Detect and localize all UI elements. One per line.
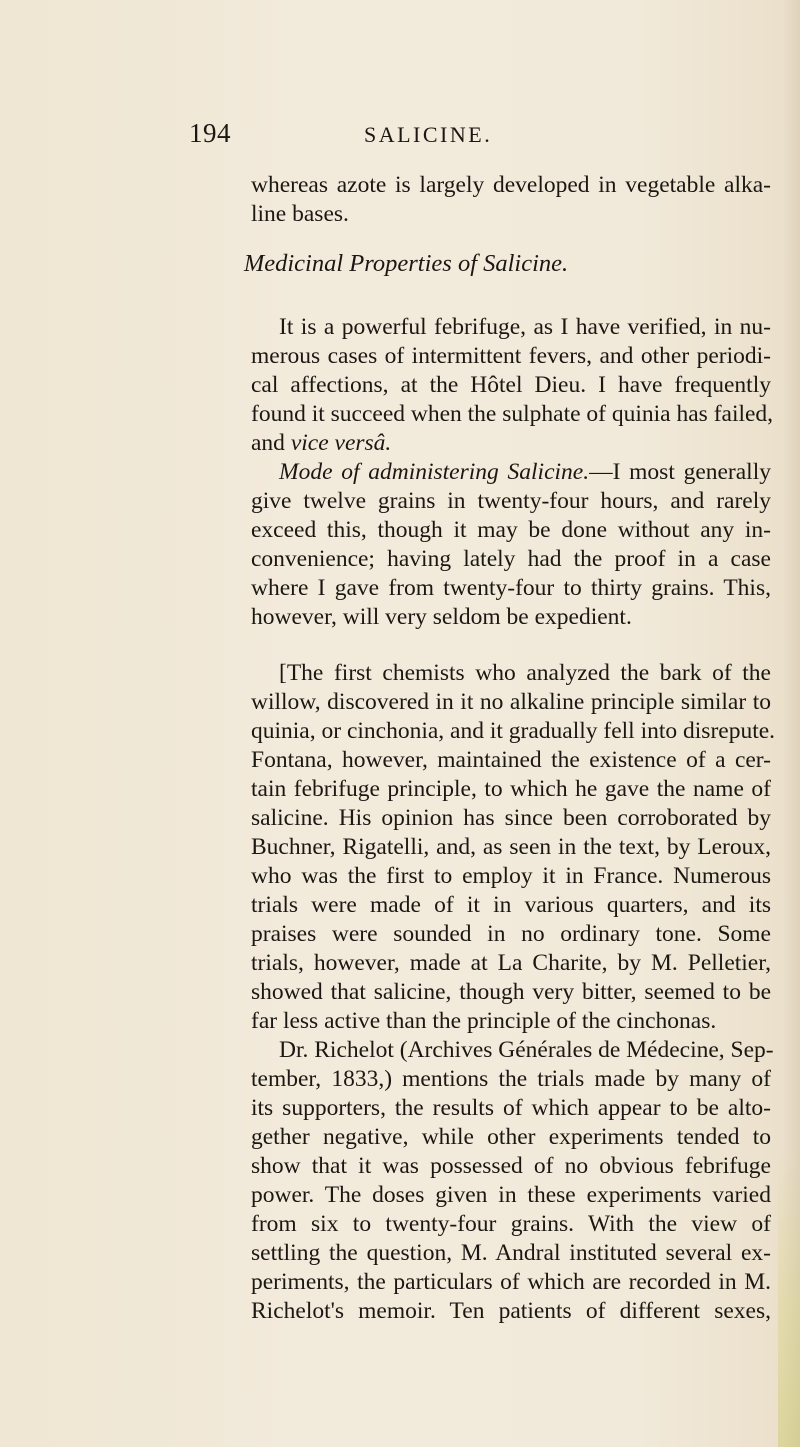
- heading-part: Medicinal Properties: [243, 250, 452, 277]
- heading-part: of: [457, 250, 477, 277]
- text-line: line bases.: [251, 201, 349, 227]
- text-line: cal affections, at the Hôtel Dieu. I have frequently: [251, 372, 771, 398]
- text-line: found it succeed when the sulphate of quinia has failed,: [251, 401, 774, 427]
- text-line: quinia, or cinchonia, and it gradually fell into disrepute.: [251, 718, 776, 744]
- page-number: 194: [189, 118, 231, 148]
- text-line: trials were made of it in various quarters, and its: [251, 892, 771, 918]
- text-line: give twelve grains in twenty-four hours, and rarely: [251, 488, 771, 514]
- text-line: tain febrifuge principle, to which he gave the name of: [251, 776, 771, 802]
- text-line: salicine. His opinion has since been corroborated by: [251, 805, 771, 831]
- text-fragment: —I most generally: [589, 459, 771, 485]
- text-line: willow, discovered in it no alkaline principle similar to: [251, 689, 771, 715]
- text-line: gether negative, while other experiments tended to: [251, 1124, 771, 1150]
- text-line: far less active than the principle of the cinchonas.: [251, 1008, 717, 1034]
- running-head: [0, 118, 800, 152]
- text-line: [251, 429, 771, 458]
- text-fragment-italic: vice versâ.: [290, 430, 392, 456]
- text-line: convenience; having lately had the proof in a case: [251, 546, 771, 572]
- running-title: SALICINE.: [364, 122, 493, 147]
- text-line: trials, however, made at La Charite, by M. Pelletier,: [251, 950, 771, 976]
- text-line: It is a powerful febrifuge, as I have verified, in nu-: [279, 314, 771, 340]
- text-line: its supporters, the results of which appear to be alto-: [251, 1095, 771, 1121]
- run-in-heading: Mode of administering Salicine.: [279, 459, 590, 485]
- text-line: who was the first to employ it in France. Numerous: [251, 863, 771, 889]
- text-line: from six to twenty-four grains. With the view of: [251, 1211, 771, 1237]
- text-line: settling the question, M. Andral instituted several ex-: [251, 1240, 771, 1266]
- text-line: show that it was possessed of no obvious febrifuge: [251, 1153, 771, 1179]
- text-line: whereas azote is largely developed in vegetable alka-: [251, 172, 771, 198]
- text-line: power. The doses given in these experiments varied: [251, 1182, 771, 1208]
- heading-part: Salicine.: [483, 250, 569, 277]
- text-line: [The first chemists who analyzed the bark of the: [279, 660, 771, 686]
- text-line: periments, the particulars of which are recorded in M.: [251, 1269, 771, 1295]
- text-line: Dr. Richelot (Archives Générales de Médecine, Sep-: [279, 1037, 774, 1063]
- page-stain: [778, 1150, 800, 1447]
- text-line: merous cases of intermittent fevers, and other periodi-: [251, 343, 771, 369]
- text-line: [279, 458, 771, 487]
- text-line: however, will very seldom be expedient.: [251, 604, 632, 630]
- text-line: tember, 1833,) mentions the trials made by many of: [251, 1066, 771, 1092]
- text-line: where I gave from twenty-four to thirty grains. This,: [251, 575, 771, 601]
- text-line: Buchner, Rigatelli, and, as seen in the text, by Leroux,: [251, 834, 771, 860]
- text-line: Richelot's memoir. Ten patients of different sexes,: [251, 1298, 771, 1324]
- section-heading: [0, 249, 800, 279]
- text-line: exceed this, though it may be done without any in-: [251, 517, 771, 543]
- text-fragment: and: [251, 430, 285, 456]
- text-line: praises were sounded in no ordinary tone. Some: [251, 921, 771, 947]
- text-line: Fontana, however, maintained the existence of a cer-: [251, 747, 771, 773]
- text-line: showed that salicine, though very bitter, seemed to be: [251, 979, 771, 1005]
